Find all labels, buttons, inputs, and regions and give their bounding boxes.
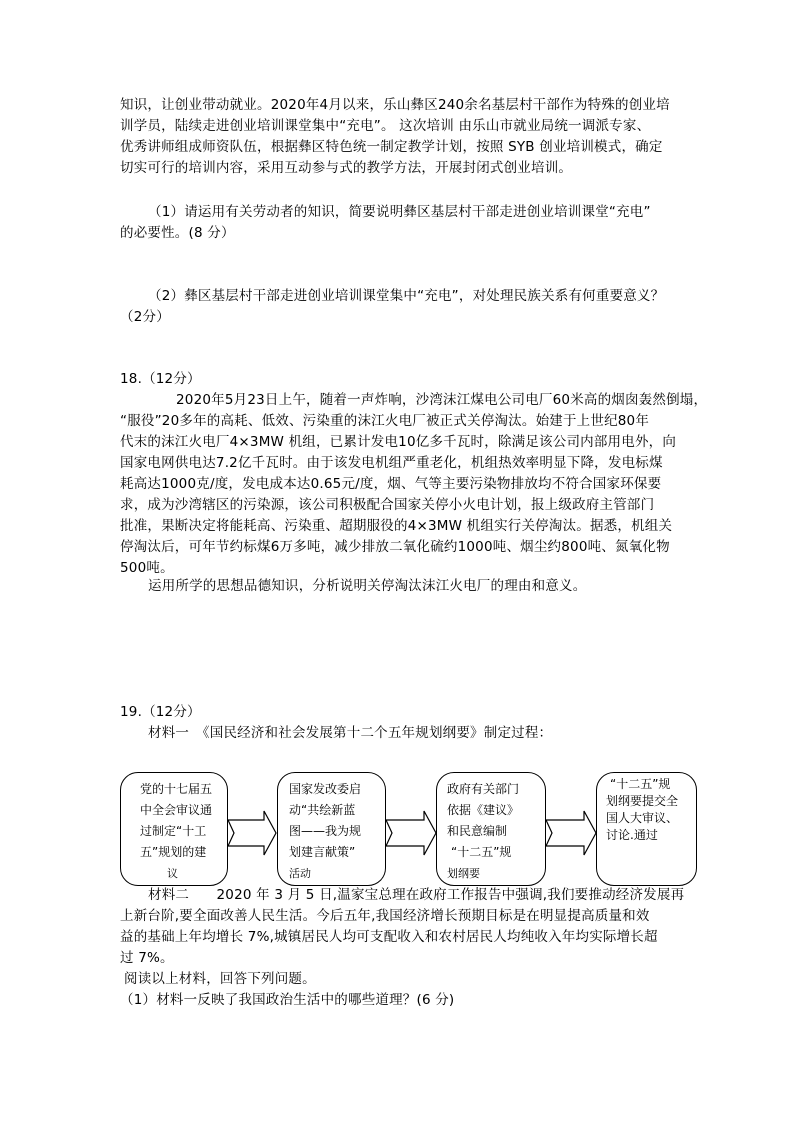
text-line: 停淘汰后，可年节约标煤6万多吨，减少排放二氧化硫约1000吨、烟尘约800吨、氮氧化物 bbox=[120, 539, 670, 555]
right-arrow-icon bbox=[384, 810, 438, 856]
box-line: 划纲要提交全 bbox=[606, 794, 679, 808]
question-heading: 19.（12分） bbox=[120, 704, 201, 720]
text-line: 耗高达1000克/度，发电成本达0.65元/度，烟、气等主要污染物排放均不符合国家环保要 bbox=[120, 476, 662, 492]
box-line: “十二五”规 bbox=[610, 777, 671, 791]
question-heading: 18.（12分） bbox=[120, 371, 201, 387]
box-line: 五”规划的建 bbox=[140, 845, 207, 859]
text-line: 过 7%。 bbox=[120, 950, 174, 966]
text-line: 切实可行的培训内容，采用互动参与式的教学方法，开展封闭式创业培训。 bbox=[120, 160, 573, 176]
text-line: 国家电网供电达7.2亿千瓦时。由于该发电机组严重老化，机组热效率明显下降，发电标煤 bbox=[120, 455, 663, 471]
box-line: 政府有关部门 bbox=[447, 782, 520, 796]
flowchart-box-4 bbox=[596, 772, 697, 886]
question-prompt: 运用所学的思想品德知识，分析说明关停淘汰沫江火电厂的理由和意义。 bbox=[148, 578, 587, 594]
text-line: 2020年5月23日上午，随着一声炸响，沙湾沫江煤电公司电厂60米高的烟囱轰然倒塌， bbox=[176, 392, 708, 408]
box-line: 过制定“十工 bbox=[140, 824, 207, 838]
flowchart-box-2 bbox=[277, 772, 386, 886]
text-line: 求，成为沙湾辖区的污染源，该公司积极配合国家关停小火电计划，报上级政府主管部门 bbox=[120, 497, 655, 513]
text-line: 益的基础上年均增长 7%,城镇居民人均可支配收入和农村居民人均纯收入年均实际增长超 bbox=[120, 929, 658, 945]
box-line: 中全会审议通 bbox=[140, 803, 213, 817]
box-line: 依据《建议》 bbox=[447, 803, 520, 817]
box-line: 图——我为规 bbox=[289, 824, 362, 838]
box-line: 活动 bbox=[289, 867, 311, 880]
box-line: 动“共绘新蓝 bbox=[289, 803, 356, 817]
text-line: 的必要性。(8 分） bbox=[120, 225, 235, 241]
material-1-label: 材料一 《国民经济和社会发展第十二个五年规划纲要》制定过程： bbox=[148, 725, 553, 741]
box-line: 国家发改委启 bbox=[289, 782, 362, 796]
box-line: 和民意编制 bbox=[447, 824, 508, 838]
text-line: 批准，果断决定将能耗高、污染重、超期服役的4×3MW 机组实行关停淘汰。据悉，机组关 bbox=[120, 518, 673, 534]
box-line: “十二五”规 bbox=[451, 845, 512, 859]
text-line: 训学员，陆续走进创业培训课堂集中“充电”。 这次培训 由乐山市就业局统一调派专家、 bbox=[120, 118, 651, 134]
q19-subquestion-1: （1）材料一反映了我国政治生活中的哪些道理？(6 分) bbox=[120, 992, 455, 1008]
box-line: 讨论.通过 bbox=[606, 828, 658, 842]
text-line: （2）彝区基层村干部走进创业培训课堂集中“充电”，对处理民族关系有何重要意义？ bbox=[148, 288, 665, 304]
text-line: “服役”20多年的高耗、低效、污染重的沫江火电厂被正式关停淘汰。始建于上世纪80年 bbox=[120, 413, 650, 429]
box-line: 划纲要 bbox=[447, 867, 480, 880]
text-line: 知识，让创业带动就业。2020年4月以来，乐山彝区240余名基层村干部作为特殊的创业培 bbox=[120, 97, 670, 113]
text-line: 材料二 2020 年 3 月 5 日,温家宝总理在政府工作报告中强调,我们要推动经济发展再 bbox=[148, 887, 685, 903]
flowchart-box-3 bbox=[436, 772, 546, 886]
text-line: 上新台阶,要全面改善人民生活。今后五年,我国经济增长预期目标是在明显提高质量和效 bbox=[120, 908, 650, 924]
text-line: 优秀讲师组成师资队伍，根据彝区特色统一制定教学计划，按照 SYB 创业培训模式，确定 bbox=[120, 139, 663, 155]
text-line: 代末的沫江火电厂4×3MW 机组，已累计发电10亿多千瓦时，除满足该公司内部用电外，向 bbox=[120, 434, 677, 450]
flowchart-box-1 bbox=[120, 772, 228, 886]
box-line: 党的十七届五 bbox=[140, 782, 213, 796]
right-arrow-icon bbox=[544, 810, 598, 856]
text-line: （2分） bbox=[120, 309, 170, 325]
reading-instruction: 阅读以上材料，回答下列问题。 bbox=[124, 971, 316, 987]
box-line: 议 bbox=[167, 867, 178, 880]
text-line: （1）请运用有关劳动者的知识，简要说明彝区基层村干部走进创业培训课堂“充电” bbox=[148, 204, 651, 220]
box-line: 国人大审议、 bbox=[606, 811, 679, 825]
box-line: 划建言献策” bbox=[289, 845, 356, 859]
right-arrow-icon bbox=[226, 810, 278, 856]
text-line: 500吨。 bbox=[120, 560, 174, 576]
